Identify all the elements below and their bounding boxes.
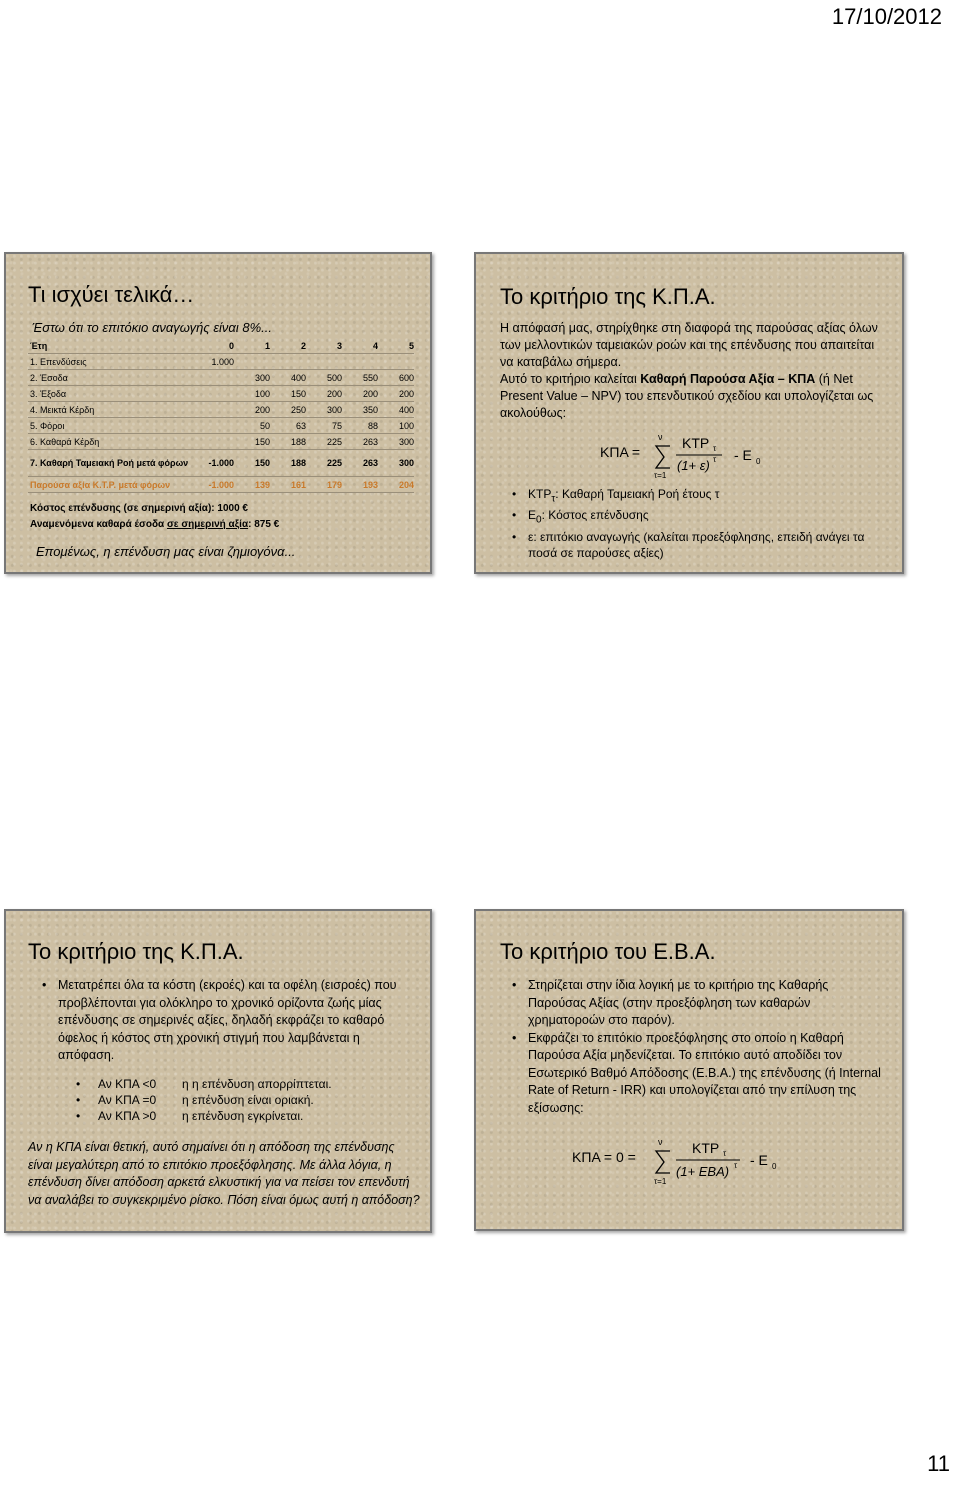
table-cell [378, 354, 414, 370]
table-cell [270, 354, 306, 370]
npv-formula [596, 424, 796, 480]
sum-upper-limit: ν [658, 432, 663, 442]
sum-sign-icon [656, 1151, 670, 1173]
table-cell: 200 [378, 386, 414, 402]
slide-title: Το κριτήριο της Κ.Π.Α. [28, 939, 244, 964]
sum-upper-limit: ν [658, 1137, 663, 1147]
table-cell: 200 [234, 402, 270, 418]
term: Ε [528, 508, 537, 523]
expected-revenue-line [30, 519, 279, 530]
formula-numerator: ΚΤΡ [682, 435, 710, 451]
table-cell: 300 [378, 434, 414, 450]
table-cell: 193 [342, 477, 378, 493]
table-cell: 188 [270, 434, 306, 450]
list-item [504, 529, 884, 561]
table-cell: 500 [306, 370, 342, 386]
list-item [34, 977, 419, 1065]
formula-denominator: (1+ ε) [677, 458, 710, 473]
decision-condition: Αν ΚΠΑ =0 [98, 1093, 157, 1107]
table-cell: 300 [234, 370, 270, 386]
slide-3 [4, 909, 432, 1233]
term-definition: : Κόστος επένδυσης [541, 508, 649, 523]
formula-lhs: ΚΠΑ = 0 = [572, 1149, 636, 1165]
table-cell: -1.000 [198, 477, 234, 493]
investment-cost-value: 1000 € [217, 503, 248, 514]
investment-cost-line [30, 503, 248, 514]
table-row [28, 386, 414, 402]
slide-2 [474, 252, 904, 574]
list-item [504, 1030, 889, 1118]
table-cell: 3. Έξοδα [28, 386, 198, 402]
table-cell: 2. Έσοδα [28, 370, 198, 386]
page-number: 11 [927, 1451, 950, 1476]
table-cell [198, 418, 234, 434]
slide-subtitle: Έστω ότι το επιτόκιο αναγωγής είναι 8%... [32, 320, 272, 335]
expected-revenue-value: : 875 € [248, 519, 280, 530]
npv-description: Μετατρέπει όλα τα κόστη (εκροές) και τα οφέλη (εισροές) που προβλέπονται για ολόκληρο το χρονικό ορίζοντα ζωής μίας επένδυσης σε σημερινές αξίες, δηλαδή εκφράζει το καθαρό όφελος ή κόστος στη χρονική στιγμή που λαμβάνεται η απόφαση. [58, 978, 397, 1062]
definitions-list [504, 486, 884, 561]
table-row [28, 418, 414, 434]
term-subscript: τ [551, 493, 556, 505]
table-row [28, 354, 414, 370]
sum-sign-icon [656, 446, 670, 468]
decision-result: η επένδυση είναι οριακή. [182, 1093, 314, 1107]
table-cell [198, 434, 234, 450]
table-cell: -1.000 [198, 450, 234, 477]
slide-4 [474, 909, 904, 1231]
decision-result: η η επένδυση απορρίπτεται. [182, 1077, 332, 1091]
table-cell [342, 354, 378, 370]
bullet-icon: • [42, 978, 47, 992]
table-cell: 5. Φόροι [28, 418, 198, 434]
table-cell: 200 [306, 386, 342, 402]
bullet-icon: • [512, 1030, 517, 1045]
formula-denominator: (1+ ΕΒΑ) [676, 1164, 730, 1179]
slide-conclusion: Επομένως, η επένδυση μας είναι ζημιογόνα... [36, 544, 296, 559]
table-row [28, 402, 414, 418]
table-cell [234, 354, 270, 370]
table-row [28, 477, 414, 493]
table-header-cell: 0 [198, 338, 234, 354]
table-header-cell: Έτη [28, 338, 198, 354]
bullet-icon: • [512, 508, 517, 523]
list-item [504, 507, 884, 528]
formula-numerator: ΚΤΡ [692, 1140, 720, 1156]
present-value-underlined: σε σημερινή αξία [166, 519, 249, 530]
table-cell: 263 [342, 434, 378, 450]
table-cell: 350 [342, 402, 378, 418]
table-cell: 100 [234, 386, 270, 402]
sum-lower-limit: τ=1 [654, 1177, 667, 1186]
minus-term-subscript: 0 [772, 1162, 777, 1171]
decision-result: η επένδυση εγκρίνεται. [182, 1109, 304, 1123]
table-cell: 204 [378, 477, 414, 493]
bullet-icon: • [512, 529, 517, 544]
term-definition: : Καθαρή Ταμειακή Ροή έτους τ [555, 487, 720, 501]
list-item [504, 977, 889, 1030]
bullet-icon: • [76, 1077, 81, 1091]
table-cell: 250 [270, 402, 306, 418]
table-cell: 139 [234, 477, 270, 493]
npv-tail: (ή Net Present Value – NPV) του επενδυτικού σχεδίου και υπολογίζεται ως ακολούθως: [500, 372, 874, 420]
sum-lower-limit: τ=1 [654, 471, 667, 480]
table-header-cell: 1 [234, 338, 270, 354]
slide-title: Το κριτήριο της Κ.Π.Α. [500, 284, 716, 309]
table-cell: 7. Καθαρή Ταμειακή Ροή μετά φόρων [28, 450, 198, 477]
table-cell: 150 [234, 434, 270, 450]
table-cell: 300 [378, 450, 414, 477]
table-cell: 200 [342, 386, 378, 402]
table-cell: 400 [270, 370, 306, 386]
table-header-cell: 3 [306, 338, 342, 354]
irr-description-list [504, 977, 889, 1117]
table-cell: 225 [306, 434, 342, 450]
table-header-row [28, 338, 414, 354]
minus-term-subscript: 0 [756, 457, 761, 466]
table-cell: 150 [234, 450, 270, 477]
formula-minus-term: - Ε [734, 447, 752, 463]
bullet-text: Εκφράζει το επιτόκιο προεξόφλησης στο οποίο η Καθαρή Παρούσα Αξία μηδενίζεται. Το επιτόκιο αυτό αποδίδει τον Εσωτερικό Βαθμό Απόδοσης (Ε.Β.Α.) της επένδυσης (ή Internal Rate of Return - IRR) και υπολογίζεται από την επίλυση της εξίσωσης: [528, 1030, 881, 1115]
table-header-cell: 5 [378, 338, 414, 354]
table-cell [198, 402, 234, 418]
list-item [504, 486, 884, 507]
decision-condition: Αν ΚΠΑ >0 [98, 1109, 157, 1123]
table-cell [198, 386, 234, 402]
paragraph-npv-definition [500, 371, 890, 422]
table-cell: 179 [306, 477, 342, 493]
table-cell [198, 370, 234, 386]
table-cell: 4. Μεικτά Κέρδη [28, 402, 198, 418]
table-cell: 100 [378, 418, 414, 434]
npv-term: Καθαρή Παρούσα Αξία – ΚΠΑ [640, 372, 816, 386]
slide-1 [4, 252, 432, 574]
table-row [28, 450, 414, 477]
table-cell: 400 [378, 402, 414, 418]
denominator-exponent: τ [713, 455, 717, 464]
formula-minus-term: - Ε [750, 1152, 768, 1168]
term-subscript: 0 [536, 514, 542, 526]
table-header-cell: 2 [270, 338, 306, 354]
numerator-subscript: τ [713, 444, 717, 453]
paragraph-decision: Η απόφασή μας, στηρίχθηκε στη διαφορά της παρούσας αξίας όλων των μελλοντικών ταμειακών ροών και της επένδυσης που απαιτείται να καταβάλω σήμερα. [500, 321, 878, 369]
table-cell: 188 [270, 450, 306, 477]
term: ΚΤΡ [528, 487, 552, 501]
denominator-exponent: τ [734, 1161, 738, 1170]
table-cell: 50 [234, 418, 270, 434]
table-row [28, 370, 414, 386]
date-header: 17/10/2012 [831, 4, 942, 29]
term-definition: ε: επιτόκιο αναγωγής (καλείται προεξόφλησης, επειδή ανάγει τα ποσά σε παρούσες αξίες) [528, 529, 865, 560]
decision-condition: Αν ΚΠΑ <0 [98, 1077, 157, 1091]
bullet-text: Στηρίζεται στην ίδια λογική με το κριτήριο της Καθαρής Παρούσας Αξίας (στην προεξόφληση των καθαρών χρηματοροών στο παρόν). [528, 978, 829, 1027]
table-cell: 161 [270, 477, 306, 493]
table-cell: 150 [270, 386, 306, 402]
npv-intro: Αυτό το κριτήριο καλείται [500, 372, 641, 386]
npv-description-list [34, 977, 419, 1065]
table-cell: 1.000 [198, 354, 234, 370]
bullet-icon: • [76, 1093, 81, 1107]
closing-paragraph: Αν η ΚΠΑ είναι θετική, αυτό σημαίνει ότι η απόδοση της επένδυσης είναι μεγαλύτερη από το επιτόκιο προεξόφλησης. Με άλλα λόγια, η επένδυση δίνει απόδοση αρκετά ελκυστική για να πείσει τον επενδυτή να αναλάβει το συγκεκριμένο ρίσκο. Πόση είναι όμως αυτή η απόδοση? [28, 1140, 420, 1207]
table-header-cell: 4 [342, 338, 378, 354]
bullet-icon: • [512, 978, 517, 992]
table-cell: 1. Επενδύσεις [28, 354, 198, 370]
table-cell [306, 354, 342, 370]
table-cell: Παρούσα αξία Κ.Τ.Ρ. μετά φόρων [28, 477, 198, 493]
table-cell: 75 [306, 418, 342, 434]
table-cell: 88 [342, 418, 378, 434]
table-cell: 6. Καθαρά Κέρδη [28, 434, 198, 450]
table-cell: 225 [306, 450, 342, 477]
table-row [28, 434, 414, 450]
numerator-subscript: τ [723, 1149, 727, 1158]
table-cell: 63 [270, 418, 306, 434]
cash-flow-table [28, 338, 414, 493]
slide-title: Το κριτήριο του Ε.Β.Α. [500, 939, 716, 964]
bullet-icon: • [76, 1109, 81, 1123]
table-cell: 600 [378, 370, 414, 386]
expected-revenue-label: Αναμενόμενα καθαρά έσοδα [30, 519, 165, 530]
irr-formula [570, 1127, 820, 1187]
slide-title: Τι ισχύει τελικά… [28, 282, 195, 307]
table-cell: 300 [306, 402, 342, 418]
investment-cost-label: Κόστος επένδυσης (σε σημερινή αξία): [30, 503, 215, 514]
table-cell: 263 [342, 450, 378, 477]
table-cell: 550 [342, 370, 378, 386]
bullet-icon: • [512, 487, 517, 501]
formula-lhs: ΚΠΑ = [600, 444, 641, 460]
